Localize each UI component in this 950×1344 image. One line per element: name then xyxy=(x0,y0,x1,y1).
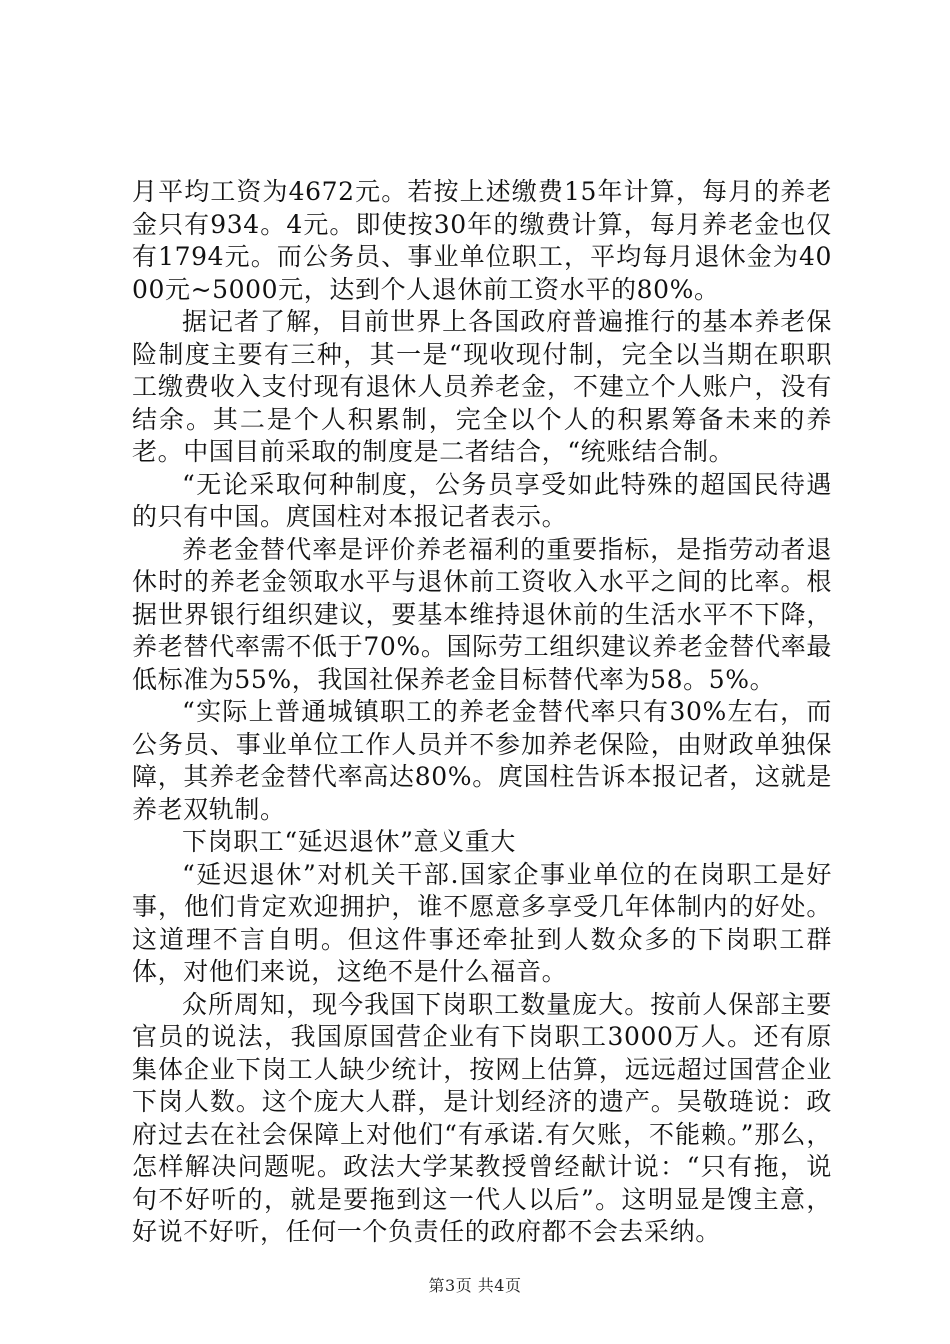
paragraph-6: “延迟退休”对机关干部.国家企事业单位的在岗职工是好事，他们肯定欢迎拥护，谁不愿意多享受几年体制内的好处。这道理不言自明。但这件事还牵扯到人数众多的下岗职工群体，对他们来说，这绝不是什么福音。 xyxy=(132,859,832,986)
paragraph-1: 月平均工资为4672元。若按上述缴费15年计算，每月的养老金只有934。4元。即使按30年的缴费计算，每月养老金也仅有1794元。而公务员、事业单位职工，平均每月退休金为4000元~5000元，达到个人退休前工资水平的80%。 xyxy=(132,177,832,304)
paragraph-4: 养老金替代率是评价养老福利的重要指标，是指劳动者退休时的养老金领取水平与退休前工资收入水平之间的比率。根据世界银行组织建议，要基本维持退休前的生活水平不下降，养老替代率需不低于70%。国际劳工组织建议养老金替代率最低标准为55%，我国社保养老金目标替代率为58。5%。 xyxy=(132,534,832,694)
section-heading: 下岗职工“延迟退休”意义重大 xyxy=(182,827,516,856)
document-body xyxy=(132,176,832,1249)
page-footer: 第3页 共4页 xyxy=(428,1276,522,1295)
paragraph-7: 众所周知，现今我国下岗职工数量庞大。按前人保部主要官员的说法，我国原国营企业有下岗职工3000万人。还有原集体企业下岗工人缺少统计，按网上估算，远远超过国营企业下岗人数。这个庞大人群，是计划经济的遗产。吴敬琏说：政府过去在社会保障上对他们“有承诺.有欠账，不能赖。”那么，怎样解决问题呢。政法大学某教授曾经献计说：“只有拖，说句不好听的，就是要拖到这一代人以后”。这明显是馊主意，好说不好听，任何一个负责任的政府都不会去采纳。 xyxy=(132,989,832,1246)
paragraph-2: 据记者了解，目前世界上各国政府普遍推行的基本养老保险制度主要有三种，其一是“现收现付制，完全以当期在职职工缴费收入支付现有退休人员养老金，不建立个人账户，没有结余。其二是个人积累制，完全以个人的积累筹备未来的养老。中国目前采取的制度是二者结合，“统账结合制。 xyxy=(132,307,832,466)
paragraph-5: “实际上普通城镇职工的养老金替代率只有30%左右，而公务员、事业单位工作人员并不参加养老保险，由财政单独保障，其养老金替代率高达80%。庹国柱告诉本报记者，这就是养老双轨制。 xyxy=(132,697,832,824)
paragraph-3: “无论采取何种制度，公务员享受如此特殊的超国民待遇的只有中国。庹国柱对本报记者表示。 xyxy=(132,469,832,531)
